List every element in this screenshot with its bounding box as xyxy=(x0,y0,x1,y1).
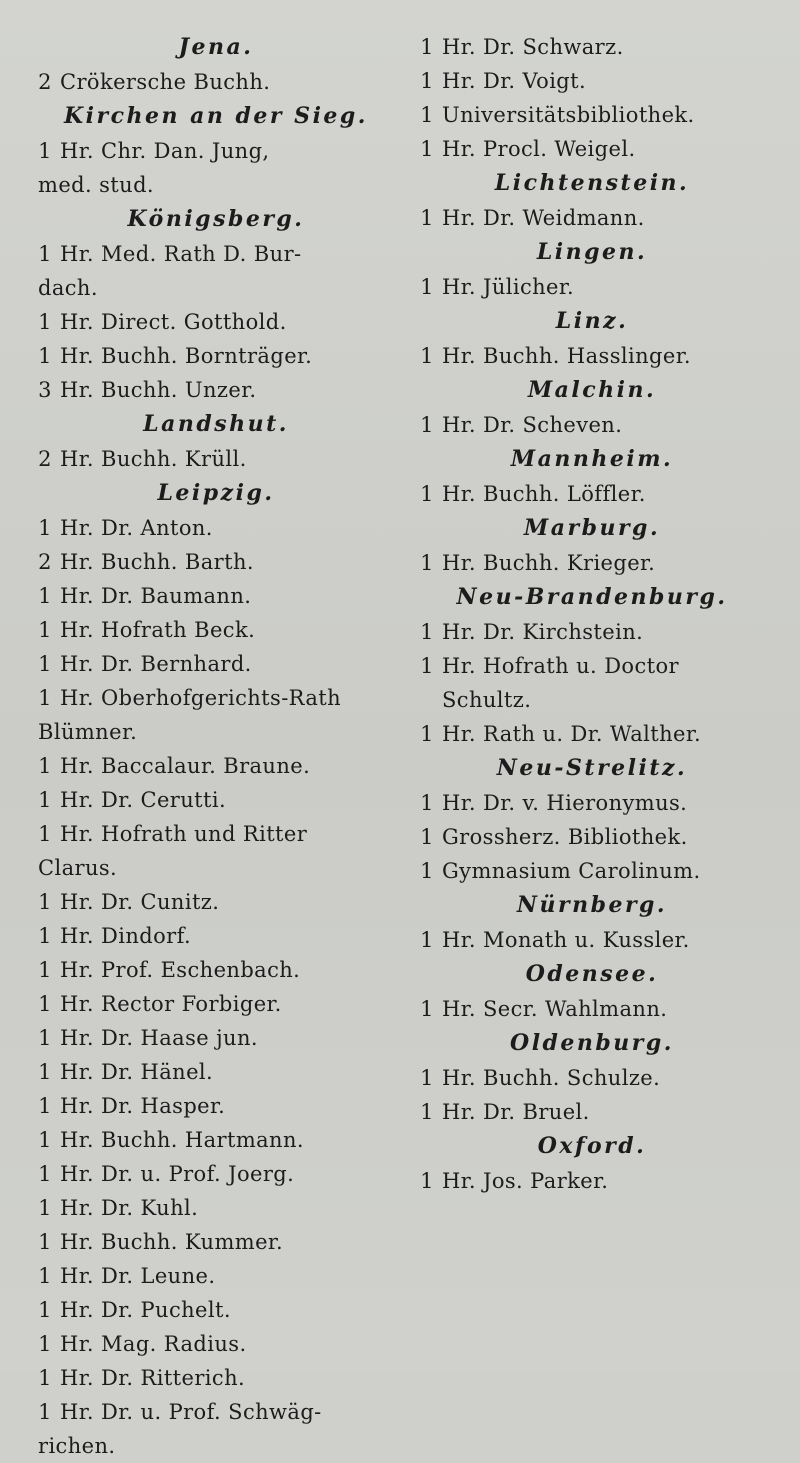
copy-count: 1 xyxy=(420,654,434,678)
entry-name: Hr. Hofrath und Ritter xyxy=(60,822,308,846)
subscriber-entry xyxy=(412,615,772,649)
entry-name: Hr. Prof. Eschenbach. xyxy=(60,958,301,982)
entry-name: Hr. Hofrath u. Doctor Schultz. xyxy=(442,654,679,712)
entry-name: Hr. Dr. Cunitz. xyxy=(60,890,220,914)
place-heading: Oldenburg. xyxy=(510,1030,674,1056)
copy-count: 1 xyxy=(38,754,52,778)
copy-count: 1 xyxy=(420,413,434,437)
entry-name: Hr. Secr. Wahlmann. xyxy=(442,997,668,1021)
subscriber-entry xyxy=(30,237,402,271)
entry-name: Hr. Dr. Cerutti. xyxy=(60,788,227,812)
subscriber-entry xyxy=(30,305,402,339)
subscriber-entry xyxy=(30,511,402,545)
subscriber-entry xyxy=(412,201,772,235)
entry-name: Crökersche Buchh. xyxy=(60,70,271,94)
entry-name: Hr. Buchh. Schulze. xyxy=(442,1066,661,1090)
subscriber-entry xyxy=(30,1293,402,1327)
subscriber-entry xyxy=(30,1157,402,1191)
entry-name: Hr. Monath u. Kussler. xyxy=(442,928,690,952)
copy-count: 1 xyxy=(420,1066,434,1090)
entry-name: Hr. Oberhofgerichts-Rath xyxy=(60,686,342,710)
copy-count: 1 xyxy=(420,69,434,93)
entry-name: Hr. Dr. Bruel. xyxy=(442,1100,590,1124)
subscriber-entry xyxy=(412,546,772,580)
copy-count: 2 xyxy=(38,70,52,94)
entry-continuation xyxy=(30,715,402,749)
entry-name: Hr. Buchh. Kummer. xyxy=(60,1230,284,1254)
subscriber-entry xyxy=(30,339,402,373)
copy-count: 1 xyxy=(38,686,52,710)
subscriber-entry xyxy=(412,339,772,373)
entry-name: Gymnasium Carolinum. xyxy=(442,859,701,883)
entry-name: Hr. Dr. Kuhl. xyxy=(60,1196,199,1220)
copy-count: 1 xyxy=(420,997,434,1021)
entry-name: Hr. Dr. Kirchstein. xyxy=(442,620,644,644)
copy-count: 2 xyxy=(38,447,52,471)
copy-count: 1 xyxy=(38,1026,52,1050)
subscriber-entry xyxy=(412,477,772,511)
entry-name: med. stud. xyxy=(38,173,154,197)
left-column xyxy=(30,30,402,1463)
copy-count: 1 xyxy=(38,1128,52,1152)
copy-count: 1 xyxy=(38,822,52,846)
copy-count: 1 xyxy=(38,958,52,982)
copy-count: 1 xyxy=(38,924,52,948)
copy-count: 1 xyxy=(38,652,52,676)
copy-count: 1 xyxy=(38,1264,52,1288)
copy-count: 1 xyxy=(420,35,434,59)
entry-name: Clarus. xyxy=(38,856,118,880)
subscriber-entry xyxy=(412,1095,772,1129)
entry-name: Blümner. xyxy=(38,720,138,744)
subscriber-entry xyxy=(30,579,402,613)
entry-name: Hr. Dr. Scheven. xyxy=(442,413,623,437)
copy-count: 1 xyxy=(420,344,434,368)
copy-count: 1 xyxy=(38,242,52,266)
copy-count: 1 xyxy=(420,1100,434,1124)
place-heading: Mannheim. xyxy=(510,446,674,472)
subscriber-entry xyxy=(30,1361,402,1395)
subscriber-entry xyxy=(30,1021,402,1055)
entry-name: Hr. Dr. u. Prof. Joerg. xyxy=(60,1162,295,1186)
entry-continuation xyxy=(30,168,402,202)
subscriber-entry xyxy=(30,1123,402,1157)
copy-count: 1 xyxy=(420,482,434,506)
subscriber-entry xyxy=(30,442,402,476)
entry-name: Hr. Dr. u. Prof. Schwäg- xyxy=(60,1400,322,1424)
entry-name: Hr. Buchh. Unzer. xyxy=(60,378,257,402)
copy-count: 1 xyxy=(38,1366,52,1390)
entry-name: Universitätsbibliothek. xyxy=(442,103,695,127)
copy-count: 1 xyxy=(420,928,434,952)
place-heading: Neu-Strelitz. xyxy=(496,755,688,781)
entry-name: richen. xyxy=(38,1434,116,1458)
copy-count: 1 xyxy=(420,206,434,230)
subscriber-entry xyxy=(412,854,772,888)
entry-name: Hr. Dr. Hänel. xyxy=(60,1060,214,1084)
copy-count: 1 xyxy=(420,551,434,575)
entry-name: Hr. Dr. Haase jun. xyxy=(60,1026,258,1050)
subscriber-entry xyxy=(30,783,402,817)
entry-name: Hr. Dr. v. Hieronymus. xyxy=(442,791,688,815)
copy-count: 1 xyxy=(38,1196,52,1220)
entry-name: Hr. Buchh. Hartmann. xyxy=(60,1128,304,1152)
subscriber-entry xyxy=(412,132,772,166)
copy-count: 1 xyxy=(420,275,434,299)
copy-count: 1 xyxy=(420,791,434,815)
entry-name: Hr. Hofrath Beck. xyxy=(60,618,256,642)
subscriber-entry xyxy=(412,1061,772,1095)
subscriber-entry xyxy=(30,919,402,953)
subscriber-entry xyxy=(30,817,402,851)
subscriber-entry xyxy=(412,786,772,820)
place-heading: Königsberg. xyxy=(127,206,305,232)
subscriber-entry xyxy=(412,717,772,751)
copy-count: 1 xyxy=(38,344,52,368)
place-heading: Malchin. xyxy=(527,377,657,403)
entry-continuation xyxy=(30,271,402,305)
subscriber-entry xyxy=(412,1164,772,1198)
entry-name: Hr. Buchh. Hasslinger. xyxy=(442,344,691,368)
copy-count: 1 xyxy=(420,722,434,746)
subscriber-entry xyxy=(30,1259,402,1293)
entry-name: Hr. Rector Forbiger. xyxy=(60,992,282,1016)
entry-name: Hr. Dr. Schwarz. xyxy=(442,35,624,59)
entry-name: Hr. Jülicher. xyxy=(442,275,575,299)
subscriber-entry xyxy=(412,64,772,98)
copy-count: 1 xyxy=(38,516,52,540)
entry-continuation xyxy=(30,1429,402,1463)
copy-count: 1 xyxy=(38,992,52,1016)
subscriber-entry xyxy=(30,885,402,919)
place-heading: Odensee. xyxy=(525,961,659,987)
entry-continuation xyxy=(30,851,402,885)
place-heading: Lichtenstein. xyxy=(494,170,690,196)
subscriber-entry xyxy=(30,1089,402,1123)
place-heading: Linz. xyxy=(555,308,629,334)
subscriber-entry xyxy=(412,408,772,442)
entry-name: Hr. Dr. Bernhard. xyxy=(60,652,252,676)
entry-name: Hr. Dr. Baumann. xyxy=(60,584,252,608)
subscriber-entry xyxy=(30,647,402,681)
copy-count: 1 xyxy=(38,1400,52,1424)
copy-count: 1 xyxy=(38,1094,52,1118)
entry-name: Hr. Buchh. Löffler. xyxy=(442,482,646,506)
copy-count: 1 xyxy=(420,1169,434,1193)
entry-name: Hr. Dr. Hasper. xyxy=(60,1094,226,1118)
copy-count: 3 xyxy=(38,378,52,402)
entry-name: Hr. Mag. Radius. xyxy=(60,1332,247,1356)
entry-name: Hr. Buchh. Krieger. xyxy=(442,551,656,575)
entry-name: Hr. Procl. Weigel. xyxy=(442,137,636,161)
right-column xyxy=(412,30,772,1198)
entry-name: Hr. Dr. Ritterich. xyxy=(60,1366,246,1390)
copy-count: 1 xyxy=(38,618,52,642)
subscriber-entry xyxy=(30,1225,402,1259)
subscriber-entry xyxy=(30,373,402,407)
place-heading: Jena. xyxy=(178,34,254,60)
subscriber-entry xyxy=(30,749,402,783)
subscriber-entry xyxy=(30,65,402,99)
entry-name: Hr. Dr. Puchelt. xyxy=(60,1298,231,1322)
subscriber-entry xyxy=(412,649,772,717)
place-heading: Marburg. xyxy=(523,515,661,541)
copy-count: 1 xyxy=(38,788,52,812)
entry-name: Hr. Dr. Leune. xyxy=(60,1264,216,1288)
subscriber-entry xyxy=(30,134,402,168)
copy-count: 1 xyxy=(420,859,434,883)
entry-name: Hr. Baccalaur. Braune. xyxy=(60,754,311,778)
copy-count: 1 xyxy=(420,137,434,161)
entry-name: Hr. Jos. Parker. xyxy=(442,1169,609,1193)
entry-name: Hr. Direct. Gotthold. xyxy=(60,310,287,334)
copy-count: 1 xyxy=(38,1298,52,1322)
place-heading: Kirchen an der Sieg. xyxy=(64,103,368,129)
copy-count: 1 xyxy=(38,139,52,163)
subscriber-entry xyxy=(412,923,772,957)
subscriber-entry xyxy=(412,270,772,304)
copy-count: 1 xyxy=(38,1332,52,1356)
entry-name: Grossherz. Bibliothek. xyxy=(442,825,688,849)
copy-count: 1 xyxy=(38,1230,52,1254)
entry-name: Hr. Dr. Voigt. xyxy=(442,69,587,93)
entry-name: Hr. Dindorf. xyxy=(60,924,192,948)
place-heading: Nürnberg. xyxy=(516,892,668,918)
entry-name: Hr. Med. Rath D. Bur- xyxy=(60,242,302,266)
copy-count: 2 xyxy=(38,550,52,574)
copy-count: 1 xyxy=(420,103,434,127)
subscriber-entry xyxy=(30,1327,402,1361)
place-heading: Lingen. xyxy=(536,239,648,265)
subscriber-entry xyxy=(412,98,772,132)
place-heading: Oxford. xyxy=(537,1133,647,1159)
copy-count: 1 xyxy=(38,310,52,334)
subscriber-entry xyxy=(412,820,772,854)
subscriber-entry xyxy=(30,1395,402,1429)
copy-count: 1 xyxy=(38,1162,52,1186)
place-heading: Leipzig. xyxy=(157,480,275,506)
copy-count: 1 xyxy=(38,584,52,608)
place-heading: Landshut. xyxy=(143,411,289,437)
entry-name: Hr. Chr. Dan. Jung, xyxy=(60,139,270,163)
subscriber-entry xyxy=(412,992,772,1026)
copy-count: 1 xyxy=(420,620,434,644)
subscriber-entry xyxy=(30,1191,402,1225)
place-heading: Neu-Brandenburg. xyxy=(456,584,728,610)
subscriber-entry xyxy=(30,953,402,987)
subscriber-entry xyxy=(30,545,402,579)
subscriber-entry xyxy=(30,1055,402,1089)
entry-name: Hr. Dr. Weidmann. xyxy=(442,206,645,230)
entry-name: Hr. Dr. Anton. xyxy=(60,516,213,540)
entry-name: Hr. Buchh. Bornträger. xyxy=(60,344,313,368)
entry-name: Hr. Buchh. Barth. xyxy=(60,550,254,574)
copy-count: 1 xyxy=(420,825,434,849)
entry-name: Hr. Buchh. Krüll. xyxy=(60,447,247,471)
subscriber-entry xyxy=(30,681,402,715)
entry-name: dach. xyxy=(38,276,98,300)
entry-name: Hr. Rath u. Dr. Walther. xyxy=(442,722,702,746)
copy-count: 1 xyxy=(38,890,52,914)
subscriber-entry xyxy=(30,987,402,1021)
copy-count: 1 xyxy=(38,1060,52,1084)
subscriber-entry xyxy=(30,613,402,647)
subscriber-entry xyxy=(412,30,772,64)
